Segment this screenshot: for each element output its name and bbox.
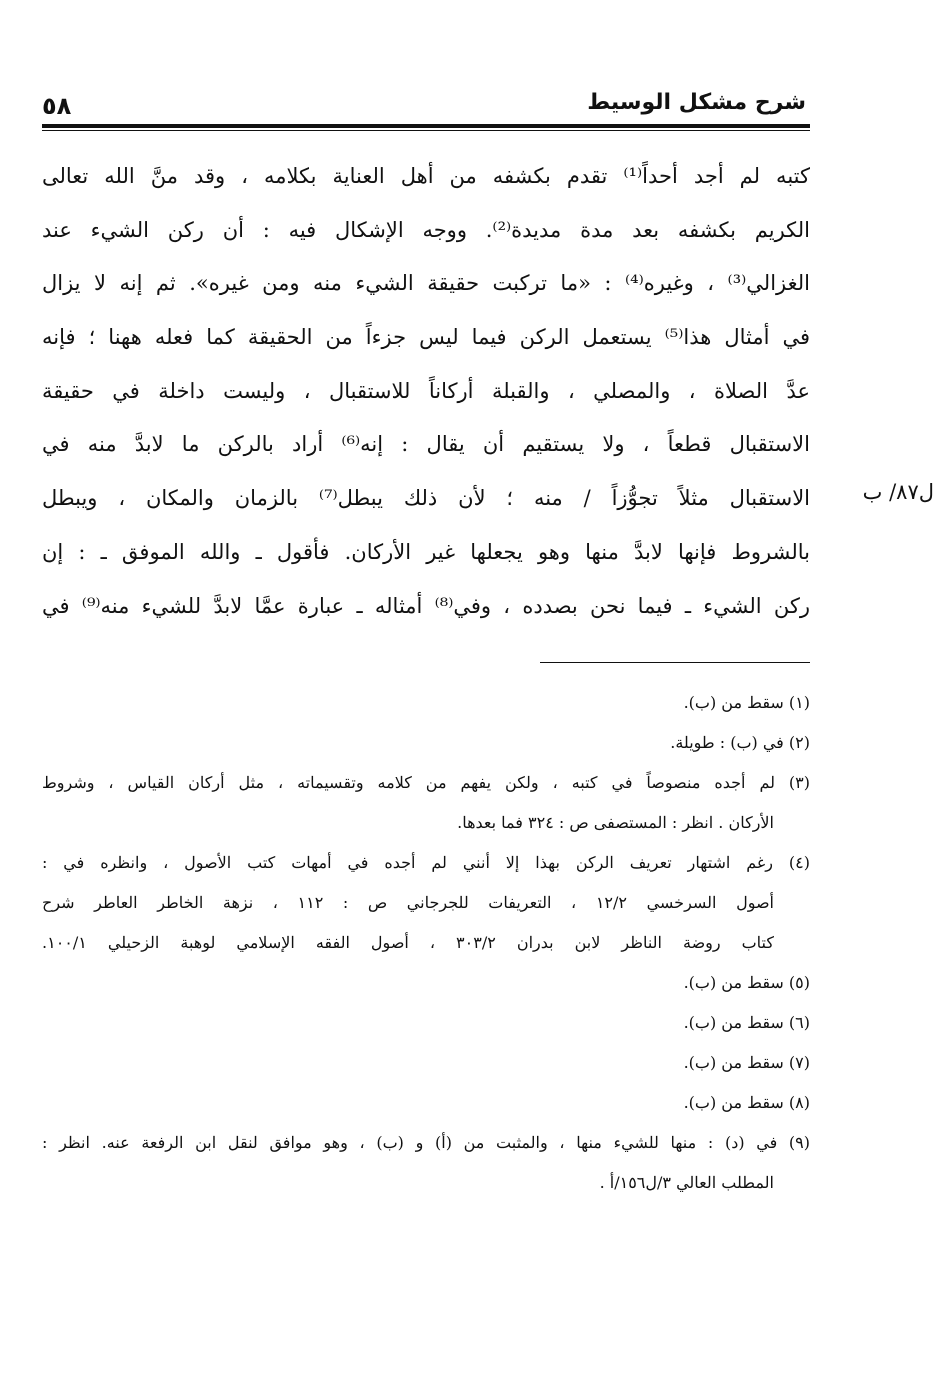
footnote-line: (٣) لم أجده منصوصاً في كتبه ، ولكن يفهم من كلامه وتقسيماته ، مثل أركان القياس ، وشروط xyxy=(42,773,810,792)
footnote-line: (٢) في (ب) : طويلة. xyxy=(670,733,810,752)
main-text-line: الاستقبال مثلاً تجوُّزاً / منه ؛ لأن ذلك يبطل⁽⁷⁾ بالزمان والمكان ، ويبطل xyxy=(42,486,810,511)
footnote-line: (٦) سقط من (ب). xyxy=(683,1013,810,1032)
footnote-line: الأركان . انظر : المستصفى ص : ٣٢٤ فما بعدها. xyxy=(457,813,774,832)
footnote-line: (٧) سقط من (ب). xyxy=(683,1053,810,1072)
footnote-line: (١) سقط من (ب). xyxy=(683,693,810,712)
main-text xyxy=(42,150,810,633)
footnotes xyxy=(42,683,810,1203)
page-number: ٥٨ xyxy=(42,92,72,120)
main-text-line: الغزالي⁽³⁾ ، وغيره⁽⁴⁾ : «ما تركبت حقيقة الشيء منه ومن غيره». ثم إنه لا يزال xyxy=(42,271,810,296)
footnote-line: المطلب العالي ٣/ل١٥٦/أ . xyxy=(599,1173,774,1192)
footnote-line: كتاب روضة الناظر لابن بدران ٣٠٣/٢ ، أصول الفقه الإسلامي لوهبة الزحيلي ١٠٠/١. xyxy=(42,933,775,952)
main-text-line: الاستقبال قطعاً ، ولا يستقيم أن يقال : إنه⁽⁶⁾ أراد بالركن ما لابدَّ منه في xyxy=(42,432,810,457)
manuscript-folio-marker: ل٨٧/ ب xyxy=(862,480,934,504)
footnote-line: أصول السرخسي ١٢/٢ ، التعريفات للجرجاني ص : ١١٢ ، نزهة الخاطر العاطر شرح xyxy=(42,893,775,912)
running-title: شرح مشكل الوسيط xyxy=(587,90,806,115)
footnote-line: (٤) رغم اشتهار تعريف الركن بهذا إلا أنني لم أجده في أمهات كتب الأصول ، وانظره في : xyxy=(42,853,810,872)
header-rule xyxy=(42,124,810,128)
main-text-line: بالشروط فإنها لابدَّ منها وهو يجعلها غير الأركان. فأقول ـ والله الموفق ـ : إن xyxy=(42,539,810,564)
main-text-line: الكريم بكشفه بعد مدة مديدة⁽²⁾. ووجه الإشكال فيه : أن ركن الشيء عند xyxy=(42,217,810,242)
main-text-line: كتبه لم أجد أحداً⁽¹⁾ تقدم بكشفه من أهل العناية بكلامه ، وقد منَّ الله تعالى xyxy=(42,164,810,188)
footnote-line: (٩) في (د) : منها للشيء منها ، والمثبت من (أ) و (ب) ، وهو موافق لنقل ابن الرفعة عنه. انظر : xyxy=(42,1133,810,1152)
main-text-line: في أمثال هذا⁽⁵⁾ يستعمل الركن فيما ليس جزءاً من الحقيقة كما فعله ههنا ؛ فإنه xyxy=(42,325,810,350)
footnote-line: (٨) سقط من (ب). xyxy=(683,1093,810,1112)
header-rule-thin xyxy=(42,130,810,131)
footnote-line: (٥) سقط من (ب). xyxy=(683,973,810,992)
main-text-line: ركن الشيء ـ فيما نحن بصدده ، وفي⁽⁸⁾ أمثاله ـ عبارة عمَّا لابدَّ للشيء منه⁽⁹⁾ في xyxy=(42,593,810,618)
main-text-line: عدَّ الصلاة ، والمصلي ، والقبلة أركاناً للاستقبال ، وليست داخلة في حقيقة xyxy=(42,378,810,403)
footnote-separator xyxy=(540,662,810,663)
